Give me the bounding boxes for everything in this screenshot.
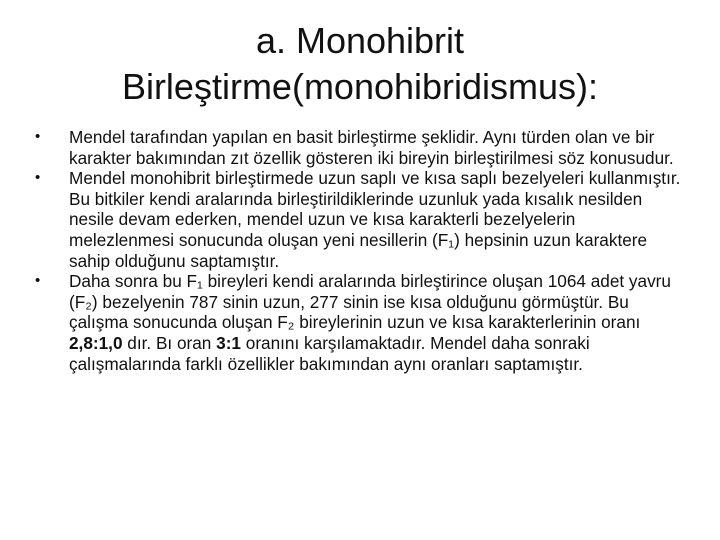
ratio-expected: 3:1 [216, 332, 241, 353]
bullet-item-3 [32, 271, 682, 374]
bullet-text-part-1: Daha sonra bu F₁ bireyleri kendi aralarında birleştirince oluşan 1064 adet yavru (F₂) bezelyenin 787 sinin uzun, 277 sinin ise kısa olduğunu görmüştür. Bu çalışma sonucunda oluşan F₂ bireylerinin uzun ve kısa karakterlerinin oranı [69, 271, 671, 333]
bullet-list [32, 127, 682, 374]
slide-title-line-2: Birleştirme(monohibridismus): [121, 66, 599, 107]
bullet-text: Mendel monohibrit birleştirmede uzun saplı ve kısa saplı bezelyeleri kullanmıştır. Bu bitkiler kendi aralarında birleştirildiklerinde uzunluk yada kısalık nesilden nesile devam ederken, mendel uzun ve kısa karakterli bezelyelerin melezlenmesi sonucunda oluşan yeni nesillerin (F₁) hepsinin uzun karaktere sahip olduğunu saptamıştır. [69, 168, 681, 271]
slide-title-line-1: a. Monohibrit [255, 20, 465, 61]
bullet-marker: • [35, 272, 41, 290]
bullet-item-1 [32, 127, 682, 168]
ratio-observed: 2,8:1,0 [69, 332, 123, 353]
bullet-text-part-2: dır. Bı oran [122, 332, 217, 353]
bullet-text: Mendel tarafından yapılan en basit birleştirme şeklidir. Aynı türden olan ve bir karakter bakımından zıt özellik gösteren iki bireyin birleştirilmesi söz konusudur. [69, 127, 674, 168]
bullet-item-2 [32, 168, 682, 271]
bullet-marker: • [35, 169, 41, 187]
slide-title [40, 18, 680, 110]
bullet-text-part-3: oranını karşılamaktadır. Mendel daha sonraki çalışmalarında farklı özellikler bakımından aynı oranları saptamıştır. [69, 332, 590, 374]
bullet-marker: • [35, 128, 41, 145]
